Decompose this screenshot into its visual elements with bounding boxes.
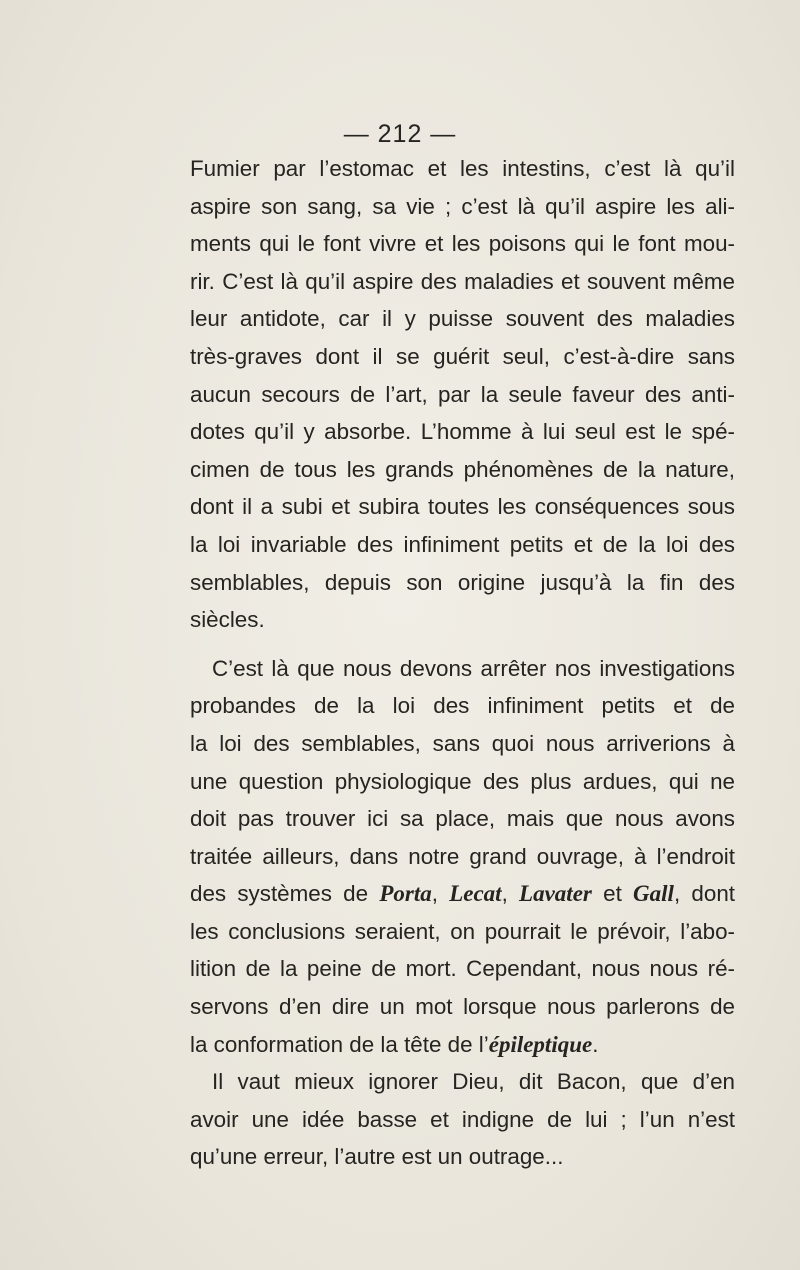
text-line: la loi invariable des infiniment petits et de la loi des	[190, 531, 735, 557]
text-line: la loi des semblables, sans quoi nous arriverions à	[190, 730, 735, 756]
text-line: probandes de la loi des infiniment petits et de	[190, 693, 735, 719]
paragraph-3	[190, 1063, 735, 1176]
text-line: leur antidote, car il y puisse souvent des maladies	[190, 306, 735, 332]
text-line: ments qui le font vivre et les poisons qui le font mou-	[190, 231, 735, 257]
text-line: lition de la peine de mort. Cependant, nous nous ré-	[190, 956, 735, 982]
text-span: .	[592, 1031, 599, 1057]
text-line: aspire son sang, sa vie ; c’est là qu’il aspire les ali-	[190, 193, 735, 219]
text-line: avoir une idée basse et indigne de lui ; l’un n’est	[190, 1106, 735, 1132]
text-line: dotes qu’il y absorbe. L’homme à lui seul est le spé-	[190, 419, 735, 445]
name-lavater: Lavater	[519, 881, 592, 907]
text-line: siècles.	[190, 607, 265, 633]
text-line: Il vaut mieux ignorer Dieu, dit Bacon, que d’en	[212, 1069, 735, 1095]
text-line: cimen de tous les grands phénomènes de la nature,	[190, 456, 735, 482]
text-line: semblables, depuis son origine jusqu’à la fin des	[190, 569, 735, 595]
text-span: la conformation de la tête de l’	[190, 1031, 489, 1057]
name-gall: Gall	[633, 881, 674, 907]
text-line: dont il a subi et subira toutes les conséquences sous	[190, 494, 735, 520]
paragraph-2	[190, 650, 735, 1064]
text-line-names	[190, 875, 735, 913]
text-line: qu’une erreur, l’autre est un outrage...	[190, 1144, 564, 1170]
text-line: Fumier par l’estomac et les intestins, c’est là qu’il	[190, 156, 735, 181]
text-line: doit pas trouver ici sa place, mais que nous avons	[190, 806, 735, 832]
text-line: aucun secours de l’art, par la seule faveur des anti-	[190, 381, 735, 407]
text-span: des systèmes de	[190, 881, 380, 907]
paragraph-1	[190, 150, 735, 639]
body-text	[190, 150, 735, 1176]
text-line: très-graves dont il se guérit seul, c’est-à-dire sans	[190, 343, 735, 369]
term-epileptique: épileptique	[488, 1031, 593, 1057]
text-line: C’est là que nous devons arrêter nos investigations	[212, 655, 735, 681]
text-line: servons d’en dire un mot lorsque nous parlerons de	[190, 994, 735, 1020]
text-line: traitée ailleurs, dans notre grand ouvrage, à l’endroit	[190, 843, 735, 869]
text-span: , dont	[673, 881, 735, 907]
name-lecat: Lecat	[449, 881, 502, 907]
text-line: rir. C’est là qu’il aspire des maladies et souvent même	[190, 268, 735, 294]
text-span: ,	[501, 881, 520, 907]
page-number: — 212 —	[343, 120, 457, 148]
text-span: ,	[431, 881, 450, 907]
text-line: les conclusions seraient, on pourrait le prévoir, l’abo-	[190, 918, 735, 944]
name-porta: Porta	[379, 881, 432, 907]
text-line: une question physiologique des plus ardues, qui ne	[190, 768, 735, 794]
text-span: et	[591, 881, 634, 907]
text-line-italic-term	[190, 1026, 735, 1064]
